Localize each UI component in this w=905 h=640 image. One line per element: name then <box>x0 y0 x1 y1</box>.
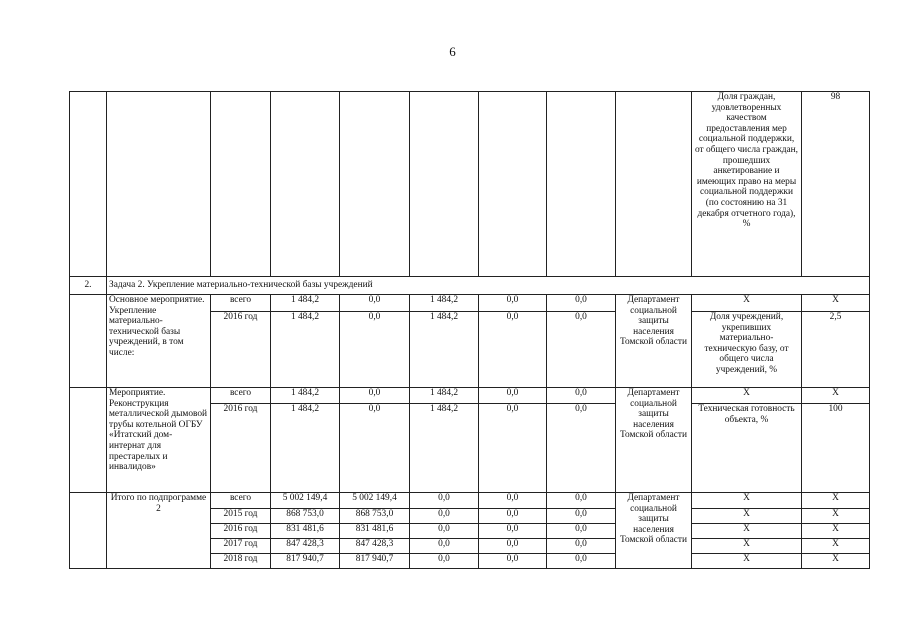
amount-cell: 0,0 <box>479 539 547 554</box>
amount-cell: 0,0 <box>479 295 547 312</box>
activity-name: Основное мероприятие. Укрепление материально-технической базы учреждений, в том числе: <box>107 295 211 388</box>
value-cell: Х <box>802 493 870 509</box>
period-cell: 2016 год <box>211 524 271 539</box>
amount-cell: 1 484,2 <box>410 312 479 388</box>
amount-cell: 847 428,3 <box>271 539 340 554</box>
activity-name: Мероприятие. Реконструкция металлической дымовой трубы котельной ОГБУ «Итатский дом-интернат для престарелых и инвалидов» <box>107 388 211 493</box>
executor-cell: Департамент социальной защиты населения Томской области <box>616 493 692 569</box>
indicator-cell: Х <box>692 295 802 312</box>
indicator-cell: Х <box>692 493 802 509</box>
period-cell: всего <box>211 388 271 404</box>
page-number: 6 <box>449 44 456 59</box>
indicator-cell: Техническая готовность объекта, % <box>692 404 802 493</box>
value-cell: Х <box>802 295 870 312</box>
indicator-cell: Х <box>692 539 802 554</box>
indicator-cell: Доля граждан, удовлетворенных качеством предоставления мер социальной поддержки, от общего числа граждан, прошедших анкетирование и имеющих право на меры социальной поддержки (по состоянию на 31 декабря отчетного года), % <box>692 92 802 277</box>
value-cell: Х <box>802 524 870 539</box>
value-cell: 2,5 <box>802 312 870 388</box>
table-row <box>70 388 870 404</box>
amount-cell: 0,0 <box>410 493 479 509</box>
value-cell: 100 <box>802 404 870 493</box>
activity-name: Итого по подпрограмме 2 <box>107 493 211 569</box>
task-number: 2. <box>70 277 107 295</box>
amount-cell: 817 940,7 <box>340 554 410 569</box>
task-row <box>70 277 870 295</box>
amount-cell: 0,0 <box>547 312 616 388</box>
amount-cell: 817 940,7 <box>271 554 340 569</box>
amount-cell: 831 481,6 <box>340 524 410 539</box>
amount-cell: 0,0 <box>547 554 616 569</box>
amount-cell: 1 484,2 <box>271 312 340 388</box>
value-cell: 98 <box>802 92 870 277</box>
period-cell: 2015 год <box>211 509 271 524</box>
value-cell: Х <box>802 388 870 404</box>
amount-cell: 0,0 <box>479 524 547 539</box>
amount-cell: 0,0 <box>479 554 547 569</box>
amount-cell: 0,0 <box>547 295 616 312</box>
amount-cell: 0,0 <box>479 404 547 493</box>
executor-cell: Департамент социальной защиты населения Томской области <box>616 388 692 493</box>
period-cell: 2016 год <box>211 404 271 493</box>
amount-cell: 1 484,2 <box>271 388 340 404</box>
amount-cell: 831 481,6 <box>271 524 340 539</box>
period-cell: всего <box>211 493 271 509</box>
amount-cell: 0,0 <box>340 295 410 312</box>
amount-cell: 0,0 <box>479 493 547 509</box>
amount-cell: 1 484,2 <box>410 295 479 312</box>
period-cell: 2016 год <box>211 312 271 388</box>
amount-cell: 0,0 <box>340 312 410 388</box>
amount-cell: 0,0 <box>547 524 616 539</box>
amount-cell: 847 428,3 <box>340 539 410 554</box>
amount-cell: 0,0 <box>547 404 616 493</box>
table-row <box>70 92 870 277</box>
amount-cell: 0,0 <box>479 312 547 388</box>
value-cell: Х <box>802 509 870 524</box>
indicator-cell: Х <box>692 554 802 569</box>
table-row <box>70 295 870 312</box>
amount-cell: 0,0 <box>547 509 616 524</box>
amount-cell: 0,0 <box>547 493 616 509</box>
amount-cell: 0,0 <box>479 509 547 524</box>
period-cell: всего <box>211 295 271 312</box>
amount-cell: 0,0 <box>340 388 410 404</box>
task-title: Задача 2. Укрепление материально-технической базы учреждений <box>107 277 870 295</box>
amount-cell: 0,0 <box>410 539 479 554</box>
amount-cell: 0,0 <box>547 539 616 554</box>
amount-cell: 0,0 <box>547 388 616 404</box>
amount-cell: 0,0 <box>410 554 479 569</box>
value-cell: Х <box>802 554 870 569</box>
amount-cell: 0,0 <box>340 404 410 493</box>
amount-cell: 868 753,0 <box>271 509 340 524</box>
period-cell: 2018 год <box>211 554 271 569</box>
amount-cell: 0,0 <box>479 388 547 404</box>
program-table <box>69 91 870 569</box>
period-cell: 2017 год <box>211 539 271 554</box>
executor-cell: Департамент социальной защиты населения Томской области <box>616 295 692 388</box>
amount-cell: 1 484,2 <box>410 404 479 493</box>
amount-cell: 1 484,2 <box>410 388 479 404</box>
amount-cell: 868 753,0 <box>340 509 410 524</box>
amount-cell: 0,0 <box>410 509 479 524</box>
amount-cell: 5 002 149,4 <box>340 493 410 509</box>
indicator-cell: Х <box>692 524 802 539</box>
indicator-cell: Х <box>692 509 802 524</box>
value-cell: Х <box>802 539 870 554</box>
table-row <box>70 493 870 509</box>
indicator-cell: Х <box>692 388 802 404</box>
indicator-cell: Доля учреждений, укрепивших материально-техническую базу, от общего числа учреждений, % <box>692 312 802 388</box>
amount-cell: 5 002 149,4 <box>271 493 340 509</box>
amount-cell: 0,0 <box>410 524 479 539</box>
amount-cell: 1 484,2 <box>271 295 340 312</box>
amount-cell: 1 484,2 <box>271 404 340 493</box>
